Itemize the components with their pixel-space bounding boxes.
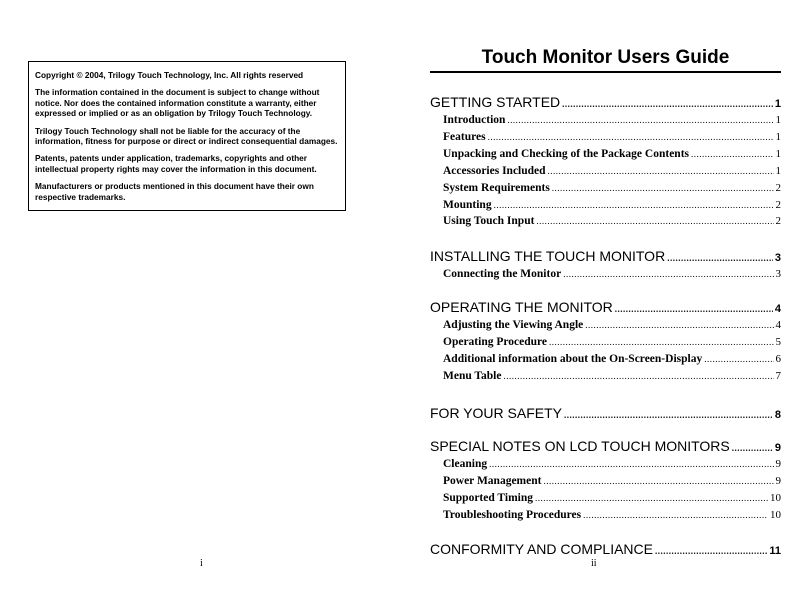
toc-item[interactable] (443, 165, 781, 177)
toc-item[interactable] (443, 131, 781, 143)
toc-page-number: 1 (775, 130, 781, 143)
dot-leader (548, 166, 774, 176)
notice-trademarks: Manufacturers or products mentioned in this document have their own respective trademarks. (35, 181, 314, 202)
toc-label: Features (443, 130, 486, 143)
dot-leader (489, 459, 773, 469)
toc-label: INSTALLING THE TOUCH MONITOR (430, 248, 666, 264)
toc-label: Supported Timing (443, 491, 534, 504)
dot-leader (691, 149, 774, 159)
dot-leader (563, 269, 773, 279)
toc-label: Adjusting the Viewing Angle (443, 319, 584, 331)
toc-section[interactable] (430, 299, 781, 315)
dot-leader (564, 410, 773, 420)
dot-leader (494, 200, 774, 210)
toc-page-number: 3 (774, 252, 781, 264)
toc-item[interactable] (443, 215, 781, 227)
toc-item[interactable] (443, 199, 781, 211)
toc-label: FOR YOUR SAFETY (430, 405, 562, 421)
dot-leader (615, 304, 773, 314)
toc-page-number: 10 (770, 491, 781, 504)
dot-leader (562, 99, 773, 109)
toc-page-number: 1 (774, 98, 781, 110)
toc-page-number: 2 (775, 198, 781, 211)
toc-item[interactable] (443, 319, 781, 331)
toc-label: Accessories Included (443, 164, 546, 177)
toc-page-number: 2 (775, 215, 781, 228)
toc-item[interactable] (443, 182, 781, 194)
dot-leader (535, 493, 768, 503)
toc-label: OPERATING THE MONITOR (430, 299, 613, 315)
toc-label: CONFORMITY AND COMPLIANCE (430, 541, 653, 557)
copyright-notice-box (28, 61, 346, 211)
toc-item[interactable] (443, 492, 781, 504)
toc-label: Unpacking and Checking of the Package Contents (443, 147, 689, 160)
page-title: Touch Monitor Users Guide (481, 47, 730, 68)
page-number-right: ii (591, 558, 597, 569)
toc-item[interactable] (443, 370, 781, 382)
toc-page-number: 10 (770, 508, 781, 521)
toc-item[interactable] (443, 148, 781, 160)
toc-item[interactable] (443, 475, 781, 487)
toc-section[interactable] (430, 94, 781, 110)
dot-leader (583, 510, 768, 520)
toc-item[interactable] (443, 458, 781, 470)
toc-label: Introduction (443, 114, 506, 126)
toc-page-number: 4 (775, 319, 781, 331)
toc-page-number: 1 (775, 164, 781, 177)
dot-leader (549, 337, 773, 347)
toc-label: SPECIAL NOTES ON LCD TOUCH MONITORS (430, 438, 730, 454)
dot-leader (552, 183, 774, 193)
toc-label: Cleaning (443, 458, 488, 470)
dot-leader (488, 132, 774, 142)
toc-item[interactable] (443, 336, 781, 348)
toc-page-number: 4 (774, 303, 781, 315)
dot-leader (667, 253, 773, 263)
toc-item[interactable] (443, 114, 781, 126)
toc-page-number: 6 (775, 352, 781, 365)
toc-label: Using Touch Input (443, 215, 535, 228)
toc-label: Mounting (443, 198, 492, 211)
toc-label: Power Management (443, 474, 542, 487)
notice-liability: Trilogy Touch Technology shall not be liable for the accuracy of the information, fitness for purpose or direct or indirect consequential damages. (35, 125, 338, 147)
toc-page-number: 1 (775, 114, 781, 126)
toc-label: System Requirements (443, 181, 550, 194)
toc-page-number: 9 (775, 458, 781, 470)
dot-leader (585, 320, 773, 330)
toc-item[interactable] (443, 509, 781, 521)
toc-label: Operating Procedure (443, 335, 548, 348)
page-number-left: i (200, 558, 203, 569)
toc-page-number: 3 (775, 268, 781, 280)
toc-section[interactable] (430, 438, 781, 454)
notice-disclaimer: The information contained in the document is subject to change without notice. Nor does the contained information constitute a warranty, either expressed or implied or as an obligation by Trilogy Touch Technology. (35, 87, 320, 119)
dot-leader (507, 115, 773, 125)
toc-section[interactable] (430, 405, 781, 421)
dot-leader (543, 476, 773, 486)
toc-item[interactable] (443, 268, 781, 280)
dot-leader (503, 371, 773, 381)
toc-label: Connecting the Monitor (443, 268, 562, 280)
toc-page-number: 1 (775, 147, 781, 160)
toc-label: Additional information about the On-Screen-Display (443, 352, 703, 365)
notice-patents: Patents, patents under application, trademarks, copyrights and other intellectual property rights may cover the information in this document. (35, 153, 317, 174)
toc-page-number: 11 (769, 545, 781, 557)
dot-leader (704, 354, 773, 364)
notice-copyright: Copyright © 2004, Trilogy Touch Technology, Inc. All rights reserved (35, 70, 304, 80)
toc-page-number: 8 (774, 409, 781, 421)
toc-label: GETTING STARTED (430, 94, 561, 110)
toc-page-number: 7 (775, 369, 781, 382)
toc-page-number: 9 (774, 442, 781, 454)
toc-page-number: 5 (775, 335, 781, 348)
dot-leader (536, 216, 773, 226)
toc-section[interactable] (430, 541, 781, 557)
toc-page-number: 9 (775, 474, 781, 487)
dot-leader (655, 546, 767, 556)
toc-label: Menu Table (443, 369, 502, 382)
toc-label: Troubleshooting Procedures (443, 508, 582, 521)
toc-page-number: 2 (775, 181, 781, 194)
toc-section[interactable] (430, 248, 781, 264)
dot-leader (732, 443, 773, 453)
title-rule (430, 71, 781, 73)
toc-item[interactable] (443, 353, 781, 365)
